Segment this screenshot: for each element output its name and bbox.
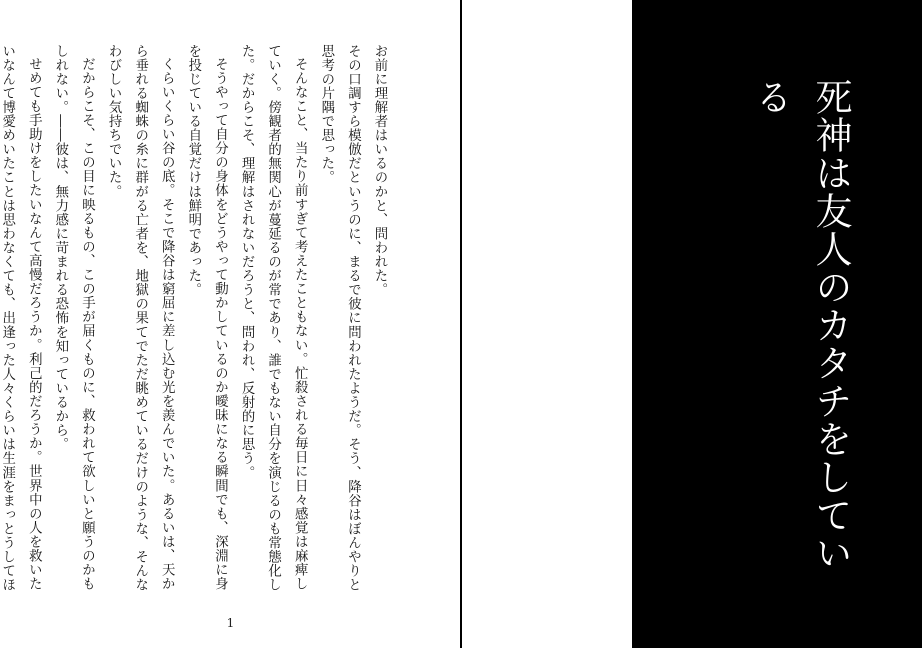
page-gutter — [462, 0, 632, 648]
paragraph: お前に理解者はいるのかと、問われた。 — [372, 44, 387, 297]
paragraph: その口調すら模倣だというのに、まるで彼に問われたようだ。そう、降谷はぼんやりと思考の片隅で思った。 — [318, 44, 361, 592]
paragraph: くらいくらい谷の底。そこで降谷は窮屈に差し込む光を羨んでいた。あるいは、天から垂れる蜘蛛の糸に群がる亡者を、地獄の果てでただ眺めているだけのような、そんなわびしい気持ちでいた。 — [106, 44, 175, 592]
body-text — [0, 44, 392, 604]
paragraph: そんなこと、当たり前すぎて考えたこともない。忙殺される毎日に日々感覚は麻痺していく。傍観者的無関心が蔓延るのが常であり、誰でもない自分を演じるのも常態化した。だからこそ、理解はされないだろうと、問われ、反射的に思う。 — [239, 44, 308, 592]
cover-title: 死神は友人のカタチをしている — [749, 78, 852, 572]
paragraph: せめても手助けをしたいなんて高慢だろうか。利己的だろうか。世界中の人を救いたいなんて博愛めいたことは思わなくても、出逢った人々くらいは生涯をまっとうしてほ — [0, 44, 42, 592]
paragraph: だからこそ、この目に映るもの、この手が届くものに、救われて欲しいと願うのかもしれない。――彼は、無力感に苛まれる恐怖を知っているから。 — [52, 44, 95, 592]
page-number: 1 — [226, 616, 235, 630]
paragraph: そうやって自分の身体をどうやって動かしているのか曖昧になる瞬間でも、深淵に身を投じている自覚だけは鮮明であった。 — [185, 44, 228, 592]
